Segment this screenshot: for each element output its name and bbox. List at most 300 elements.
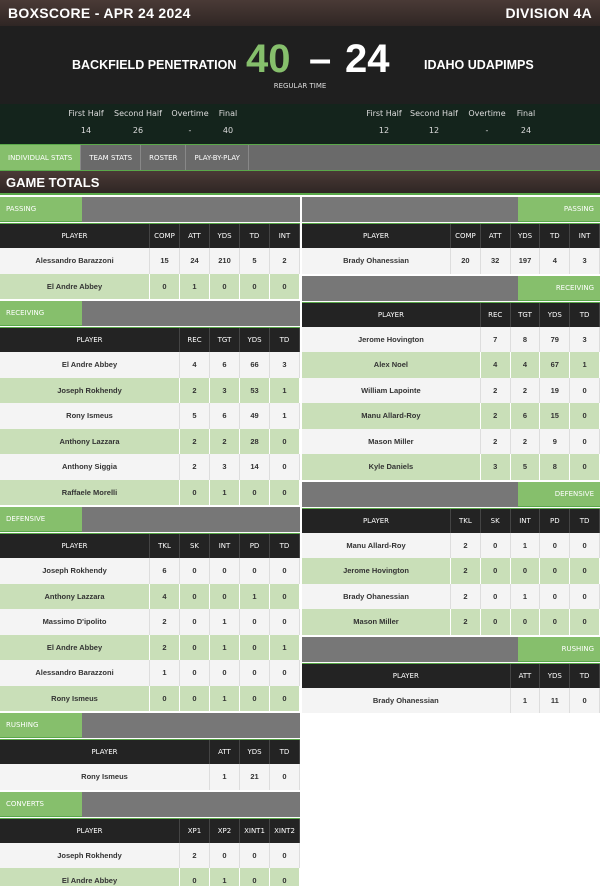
away-period-score: 12 (428, 126, 440, 135)
stat-cell: 3 (210, 378, 240, 404)
column-header[interactable]: YDS (210, 224, 240, 248)
stat-cell: 0 (180, 868, 210, 886)
player-name[interactable]: Mason Miller (302, 609, 451, 635)
stat-cell: 14 (240, 454, 270, 480)
column-header[interactable]: COMP (150, 224, 180, 248)
column-header[interactable]: PLAYER (302, 224, 451, 248)
stat-cell: 2 (481, 429, 511, 455)
stat-cell: 0 (270, 660, 300, 686)
stat-cell: 0 (180, 660, 210, 686)
stat-cell: 1 (210, 868, 240, 886)
stat-cell: 0 (570, 609, 600, 635)
player-name[interactable]: Mason Miller (302, 429, 481, 455)
rushing-section-header (302, 637, 600, 662)
stat-cell: 0 (481, 533, 511, 559)
game-status: REGULAR TIME (273, 82, 327, 90)
receiving-label: RECEIVING (0, 301, 82, 326)
table-row (0, 584, 300, 610)
section-bar (82, 507, 300, 532)
stat-cell: 2 (180, 843, 210, 869)
player-name[interactable]: El Andre Abbey (0, 352, 180, 378)
stat-cell: 4 (540, 248, 570, 274)
stat-cell: 2 (451, 609, 481, 635)
period-label: Final (516, 109, 536, 118)
stat-cell: 1 (240, 584, 270, 610)
column-header[interactable]: PD (540, 509, 570, 533)
table-row (0, 403, 300, 429)
table-row (302, 533, 600, 559)
stat-cell: 8 (511, 327, 541, 353)
column-header[interactable]: TD (570, 664, 600, 688)
stat-cell: 0 (511, 609, 541, 635)
column-header[interactable]: PLAYER (302, 664, 511, 688)
player-name[interactable]: Joseph Rokhendy (0, 378, 180, 404)
stat-cell: 6 (150, 558, 180, 584)
home-team-stats (0, 195, 300, 886)
receiving-label: RECEIVING (518, 276, 600, 301)
stat-cell: 1 (210, 686, 240, 712)
column-header[interactable]: TD (570, 509, 600, 533)
player-name[interactable]: Joseph Rokhendy (0, 843, 180, 869)
table-row (0, 635, 300, 661)
passing-section-header (302, 197, 600, 222)
score-separator: – (309, 37, 332, 81)
player-name[interactable]: Massimo D'ipolito (0, 609, 150, 635)
stats-tabs (0, 144, 600, 171)
column-header[interactable]: INT (511, 509, 541, 533)
table-row (0, 274, 300, 300)
stat-cell: 2 (451, 584, 481, 610)
passing-section-header (0, 197, 300, 222)
player-name[interactable]: Raffaele Morelli (0, 480, 180, 506)
column-header[interactable]: INT (270, 224, 300, 248)
home-period-score: 40 (222, 126, 234, 135)
stat-cell: 0 (540, 584, 570, 610)
rushing-label: RUSHING (518, 637, 600, 662)
stat-cell: 49 (240, 403, 270, 429)
stat-cell: 210 (210, 248, 240, 274)
stat-cell: 1 (570, 352, 600, 378)
stat-cell: 20 (451, 248, 481, 274)
stat-cell: 15 (540, 403, 570, 429)
stat-cell: 0 (270, 480, 300, 506)
column-header[interactable]: YDS (240, 740, 270, 764)
player-name[interactable]: Rony Ismeus (0, 403, 180, 429)
player-name[interactable]: Manu Allard-Roy (302, 403, 481, 429)
stat-cell: 0 (240, 635, 270, 661)
column-header[interactable]: SK (180, 534, 210, 558)
converts-table-header (0, 818, 300, 843)
player-name[interactable]: Alessandro Barazzoni (0, 660, 150, 686)
passing-label: PASSING (518, 197, 600, 222)
table-row (0, 480, 300, 506)
column-header[interactable]: ATT (210, 740, 240, 764)
stat-cell: 24 (180, 248, 210, 274)
column-header[interactable]: PLAYER (0, 328, 180, 352)
stat-cell: 4 (180, 352, 210, 378)
stat-cell: 0 (570, 378, 600, 404)
stat-cell: 0 (150, 274, 180, 300)
away-team-name: IDAHO UDAPIMPS (424, 58, 534, 72)
stat-cell: 9 (540, 429, 570, 455)
stat-cell: 8 (540, 454, 570, 480)
table-row (0, 686, 300, 712)
stat-cell: 0 (240, 868, 270, 886)
stat-cell: 6 (210, 352, 240, 378)
defensive-section-header (0, 507, 300, 532)
stat-cell: 0 (570, 454, 600, 480)
column-header[interactable]: ATT (180, 224, 210, 248)
section-bar (82, 301, 300, 326)
stat-cell: 0 (210, 584, 240, 610)
stat-cell: 0 (570, 533, 600, 559)
stat-cell: 32 (481, 248, 511, 274)
home-score: 40 (246, 37, 291, 81)
player-name[interactable]: Anthony Lazzara (0, 429, 180, 455)
stat-cell: 0 (240, 843, 270, 869)
player-name[interactable]: Brady Ohanessian (302, 248, 451, 274)
stat-cell: 2 (270, 248, 300, 274)
stat-cell: 0 (481, 609, 511, 635)
player-name[interactable]: Alex Noel (302, 352, 481, 378)
stat-cell: 0 (540, 558, 570, 584)
table-row (0, 843, 300, 869)
section-bar (82, 713, 300, 738)
stat-cell: 1 (270, 403, 300, 429)
period-label: Overtime (468, 109, 506, 118)
stat-cell: 0 (570, 688, 600, 714)
section-bar (302, 276, 518, 301)
table-row (0, 454, 300, 480)
column-header[interactable]: TD (270, 740, 300, 764)
receiving-section-header (0, 301, 300, 326)
stat-cell: 1 (270, 378, 300, 404)
player-name[interactable]: Brady Ohanessian (302, 688, 511, 714)
period-label: Second Half (410, 109, 458, 118)
stat-cell: 0 (210, 274, 240, 300)
column-header[interactable]: TKL (451, 509, 481, 533)
table-row (302, 454, 600, 480)
stat-cell: 2 (150, 635, 180, 661)
section-bar (302, 637, 518, 662)
column-header[interactable]: TD (570, 303, 600, 327)
stat-cell: 2 (481, 378, 511, 404)
section-bar (302, 197, 518, 222)
table-row (302, 378, 600, 404)
stat-cell: 2 (451, 558, 481, 584)
stat-cell: 15 (150, 248, 180, 274)
passing-table-header (302, 223, 600, 248)
stat-cell: 0 (240, 609, 270, 635)
stat-cell: 0 (270, 686, 300, 712)
away-period-score: - (485, 126, 489, 135)
column-header[interactable]: TD (270, 328, 300, 352)
table-row (302, 248, 600, 274)
player-name[interactable]: Rony Ismeus (0, 764, 210, 790)
passing-table-header (0, 223, 300, 248)
table-row (302, 403, 600, 429)
boxscore-header (0, 0, 600, 26)
stat-cell: 21 (240, 764, 270, 790)
page-title: BOXSCORE - APR 24 2024 (8, 5, 191, 21)
stat-cell: 2 (511, 378, 541, 404)
stat-cell: 0 (270, 274, 300, 300)
period-label: First Half (366, 109, 402, 118)
table-row (0, 558, 300, 584)
stat-cell: 5 (180, 403, 210, 429)
table-row (0, 868, 300, 886)
stat-cell: 3 (570, 327, 600, 353)
defensive-table-header (0, 533, 300, 558)
stat-cell: 1 (210, 764, 240, 790)
table-row (0, 248, 300, 274)
table-row (0, 352, 300, 378)
division-label: DIVISION 4A (505, 5, 592, 21)
tab-team-stats[interactable]: TEAM STATS (81, 145, 141, 170)
home-period-score: - (188, 126, 192, 135)
stat-cell: 2 (150, 609, 180, 635)
home-period-score: 26 (132, 126, 144, 135)
stat-cell: 6 (210, 403, 240, 429)
stat-cell: 0 (240, 558, 270, 584)
stat-cell: 66 (240, 352, 270, 378)
player-name[interactable]: El Andre Abbey (0, 635, 150, 661)
tab-roster[interactable]: ROSTER (141, 145, 186, 170)
home-period-score: 14 (80, 126, 92, 135)
player-name[interactable]: Brady Ohanessian (302, 584, 451, 610)
stat-cell: 1 (511, 533, 541, 559)
stat-cell: 0 (270, 843, 300, 869)
column-header[interactable]: PLAYER (0, 534, 150, 558)
stat-cell: 2 (451, 533, 481, 559)
game-totals-heading: GAME TOTALS (0, 171, 600, 195)
stat-cell: 0 (210, 558, 240, 584)
section-bar (302, 482, 518, 507)
stat-cell: 2 (210, 429, 240, 455)
column-header[interactable]: XP2 (210, 819, 240, 843)
column-header[interactable]: TD (240, 224, 270, 248)
away-score: 24 (345, 37, 390, 81)
player-name[interactable]: Manu Allard-Roy (302, 533, 451, 559)
defensive-label: DEFENSIVE (518, 482, 600, 507)
stat-cell: 0 (270, 609, 300, 635)
column-header[interactable]: TGT (511, 303, 541, 327)
stat-cell: 79 (540, 327, 570, 353)
player-name[interactable]: Jerome Hovington (302, 558, 451, 584)
stat-cell: 0 (270, 584, 300, 610)
tab-individual-stats[interactable]: INDIVIDUAL STATS (0, 145, 81, 170)
table-row (302, 429, 600, 455)
player-name[interactable]: William Lapointe (302, 378, 481, 404)
table-row (0, 660, 300, 686)
column-header[interactable]: TD (540, 224, 570, 248)
table-row (302, 558, 600, 584)
away-period-score: 24 (520, 126, 532, 135)
away-team-stats (302, 195, 600, 713)
column-header[interactable]: XP1 (180, 819, 210, 843)
converts-label: CONVERTS (0, 792, 82, 817)
stat-cell: 19 (540, 378, 570, 404)
column-header[interactable]: COMP (451, 224, 481, 248)
stat-cell: 0 (540, 533, 570, 559)
stat-cell: 0 (180, 609, 210, 635)
stat-cell: 53 (240, 378, 270, 404)
stat-cell: 0 (570, 584, 600, 610)
stat-cell: 2 (511, 429, 541, 455)
column-header[interactable]: TD (270, 534, 300, 558)
stat-cell: 1 (210, 480, 240, 506)
player-name[interactable]: Alessandro Barazzoni (0, 248, 150, 274)
stat-cell: 0 (150, 686, 180, 712)
player-name[interactable]: Jerome Hovington (302, 327, 481, 353)
stat-cell: 67 (540, 352, 570, 378)
player-name[interactable]: Anthony Siggia (0, 454, 180, 480)
table-row (0, 609, 300, 635)
column-header[interactable]: PLAYER (0, 819, 180, 843)
stat-cell: 2 (180, 378, 210, 404)
stat-cell: 0 (570, 429, 600, 455)
period-label: Final (218, 109, 238, 118)
column-header[interactable]: YDS (240, 328, 270, 352)
rushing-label: RUSHING (0, 713, 82, 738)
receiving-section-header (302, 276, 600, 301)
column-header[interactable]: PD (240, 534, 270, 558)
stat-cell: 2 (180, 454, 210, 480)
column-header[interactable]: PLAYER (0, 224, 150, 248)
stat-cell: 4 (150, 584, 180, 610)
table-row (0, 764, 300, 790)
column-header[interactable]: TGT (210, 328, 240, 352)
stat-cell: 1 (511, 584, 541, 610)
stat-cell: 1 (270, 635, 300, 661)
stat-cell: 5 (240, 248, 270, 274)
defensive-table-header (302, 508, 600, 533)
stat-cell: 1 (210, 609, 240, 635)
rushing-section-header (0, 713, 300, 738)
stat-cell: 4 (481, 352, 511, 378)
stat-cell: 11 (540, 688, 570, 714)
stat-cell: 28 (240, 429, 270, 455)
stat-cell: 2 (481, 403, 511, 429)
player-name[interactable]: El Andre Abbey (0, 274, 150, 300)
home-team-name: BACKFIELD PENETRATION (72, 58, 237, 72)
column-header[interactable]: INT (570, 224, 600, 248)
stat-cell: 4 (511, 352, 541, 378)
stat-cell: 3 (210, 454, 240, 480)
stat-cell: 0 (240, 274, 270, 300)
period-label: Second Half (114, 109, 162, 118)
column-header[interactable]: XINT1 (240, 819, 270, 843)
column-header[interactable]: ATT (481, 224, 511, 248)
stat-cell: 197 (511, 248, 541, 274)
stat-cell: 0 (270, 429, 300, 455)
column-header[interactable]: YDS (511, 224, 541, 248)
receiving-table-header (302, 302, 600, 327)
stat-cell: 0 (270, 764, 300, 790)
stat-cell: 5 (511, 454, 541, 480)
stat-cell: 3 (481, 454, 511, 480)
scoreboard (0, 26, 600, 104)
stat-cell: 1 (210, 635, 240, 661)
player-name[interactable]: Anthony Lazzara (0, 584, 150, 610)
player-name[interactable]: El Andre Abbey (0, 868, 180, 886)
table-row (302, 584, 600, 610)
stat-cell: 0 (481, 584, 511, 610)
stat-cell: 0 (481, 558, 511, 584)
stat-cell: 7 (481, 327, 511, 353)
stat-cell: 0 (570, 558, 600, 584)
stat-cell: 0 (240, 660, 270, 686)
stat-cell: 0 (210, 843, 240, 869)
stat-cell: 0 (270, 454, 300, 480)
stat-cell: 0 (180, 686, 210, 712)
column-header[interactable]: REC (481, 303, 511, 327)
stat-cell: 1 (150, 660, 180, 686)
table-row (0, 378, 300, 404)
stat-cell: 0 (570, 403, 600, 429)
defensive-label: DEFENSIVE (0, 507, 82, 532)
player-name[interactable]: Rony Ismeus (0, 686, 150, 712)
stat-cell: 0 (240, 480, 270, 506)
stat-cell: 1 (511, 688, 541, 714)
period-label: First Half (68, 109, 104, 118)
column-header[interactable]: PLAYER (302, 303, 481, 327)
table-row (302, 609, 600, 635)
rushing-table-header (302, 663, 600, 688)
tab-play-by-play[interactable]: PLAY-BY-PLAY (186, 145, 248, 170)
stat-cell: 0 (180, 635, 210, 661)
period-scores (0, 104, 600, 144)
section-bar (82, 197, 300, 222)
converts-section-header (0, 792, 300, 817)
stat-cell: 0 (180, 480, 210, 506)
column-header[interactable]: XINT2 (270, 819, 300, 843)
passing-label: PASSING (0, 197, 82, 222)
column-header[interactable]: INT (210, 534, 240, 558)
stat-cell: 0 (240, 686, 270, 712)
stat-cell: 3 (570, 248, 600, 274)
stat-cell: 0 (210, 660, 240, 686)
column-header[interactable]: SK (481, 509, 511, 533)
column-header[interactable]: YDS (540, 303, 570, 327)
table-row (0, 429, 300, 455)
column-header[interactable]: PLAYER (0, 740, 210, 764)
defensive-section-header (302, 482, 600, 507)
player-name[interactable]: Kyle Daniels (302, 454, 481, 480)
column-header[interactable]: YDS (540, 664, 570, 688)
column-header[interactable]: PLAYER (302, 509, 451, 533)
receiving-table-header (0, 327, 300, 352)
stat-cell: 0 (270, 558, 300, 584)
table-row (302, 688, 600, 714)
away-period-score: 12 (378, 126, 390, 135)
stat-cell: 1 (180, 274, 210, 300)
stat-cell: 3 (270, 352, 300, 378)
table-row (302, 327, 600, 353)
stat-cell: 0 (180, 584, 210, 610)
stat-cell: 0 (511, 558, 541, 584)
column-header[interactable]: REC (180, 328, 210, 352)
section-bar (82, 792, 300, 817)
column-header[interactable]: ATT (511, 664, 541, 688)
stat-cell: 0 (270, 868, 300, 886)
stat-cell: 6 (511, 403, 541, 429)
stat-cell: 0 (540, 609, 570, 635)
player-name[interactable]: Joseph Rokhendy (0, 558, 150, 584)
stat-cell: 2 (180, 429, 210, 455)
column-header[interactable]: TKL (150, 534, 180, 558)
table-row (302, 352, 600, 378)
